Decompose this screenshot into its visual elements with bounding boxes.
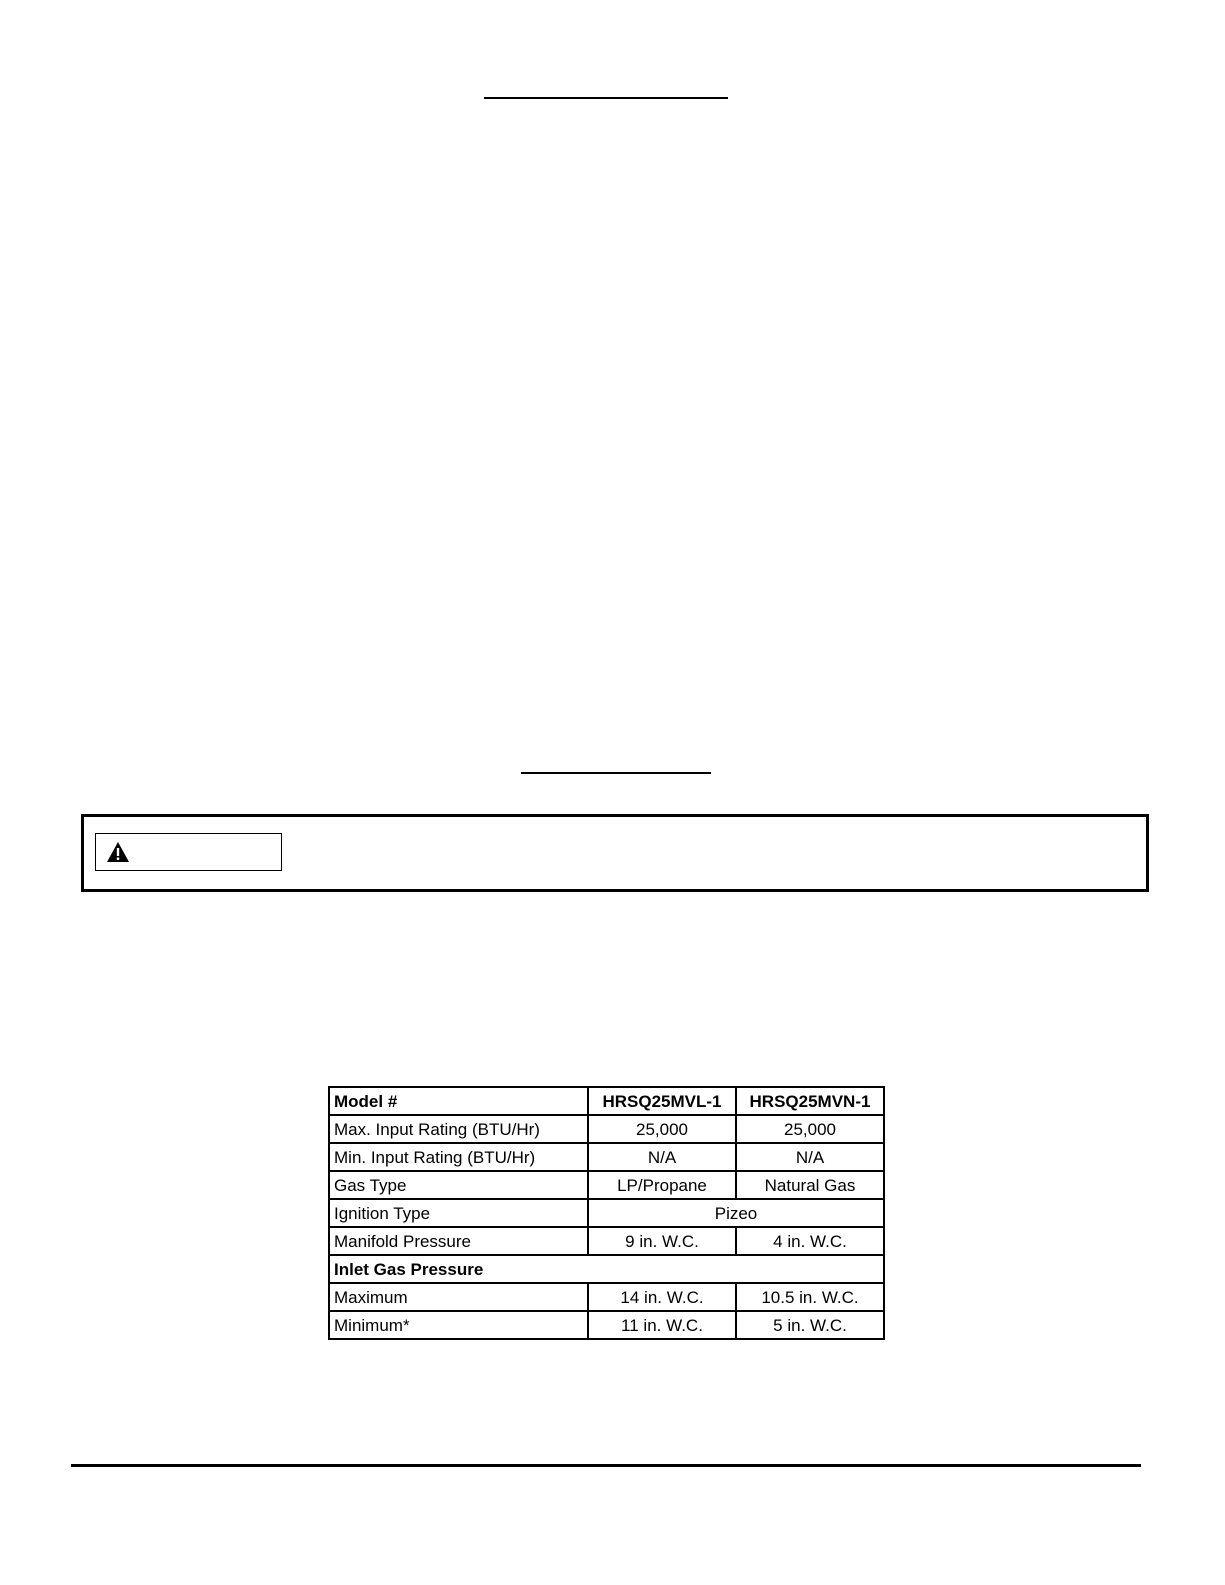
warning-triangle-icon <box>106 841 130 863</box>
table-row <box>329 1283 884 1311</box>
row-value-ng: 4 in. W.C. <box>736 1227 884 1255</box>
row-label: Minimum* <box>329 1311 588 1339</box>
row-value-ng: N/A <box>736 1143 884 1171</box>
table-row <box>329 1143 884 1171</box>
section-heading: Inlet Gas Pressure <box>329 1255 884 1283</box>
specifications-table <box>328 1086 885 1340</box>
header-model-lp: HRSQ25MVL-1 <box>588 1087 736 1115</box>
row-value-lp: 9 in. W.C. <box>588 1227 736 1255</box>
table-row <box>329 1199 884 1227</box>
row-label: Ignition Type <box>329 1199 588 1227</box>
table-row <box>329 1227 884 1255</box>
table-row <box>329 1171 884 1199</box>
footer-rule <box>71 1464 1141 1467</box>
row-label: Maximum <box>329 1283 588 1311</box>
row-value-ng: Natural Gas <box>736 1171 884 1199</box>
row-value-lp: 11 in. W.C. <box>588 1311 736 1339</box>
header-model-label: Model # <box>329 1087 588 1115</box>
table-header-row <box>329 1087 884 1115</box>
row-label: Manifold Pressure <box>329 1227 588 1255</box>
warning-label <box>95 833 282 871</box>
title-underline <box>484 97 728 99</box>
row-value-shared: Pizeo <box>588 1199 884 1227</box>
row-value-lp: LP/Propane <box>588 1171 736 1199</box>
header-model-ng: HRSQ25MVN-1 <box>736 1087 884 1115</box>
table-row <box>329 1311 884 1339</box>
table-section-row <box>329 1255 884 1283</box>
row-value-lp: 14 in. W.C. <box>588 1283 736 1311</box>
row-value-ng: 5 in. W.C. <box>736 1311 884 1339</box>
section-underline <box>521 772 711 774</box>
row-value-ng: 25,000 <box>736 1115 884 1143</box>
row-label: Min. Input Rating (BTU/Hr) <box>329 1143 588 1171</box>
row-value-ng: 10.5 in. W.C. <box>736 1283 884 1311</box>
warning-box <box>81 814 1149 892</box>
row-value-lp: 25,000 <box>588 1115 736 1143</box>
row-label: Gas Type <box>329 1171 588 1199</box>
row-label: Max. Input Rating (BTU/Hr) <box>329 1115 588 1143</box>
row-value-lp: N/A <box>588 1143 736 1171</box>
table-row <box>329 1115 884 1143</box>
